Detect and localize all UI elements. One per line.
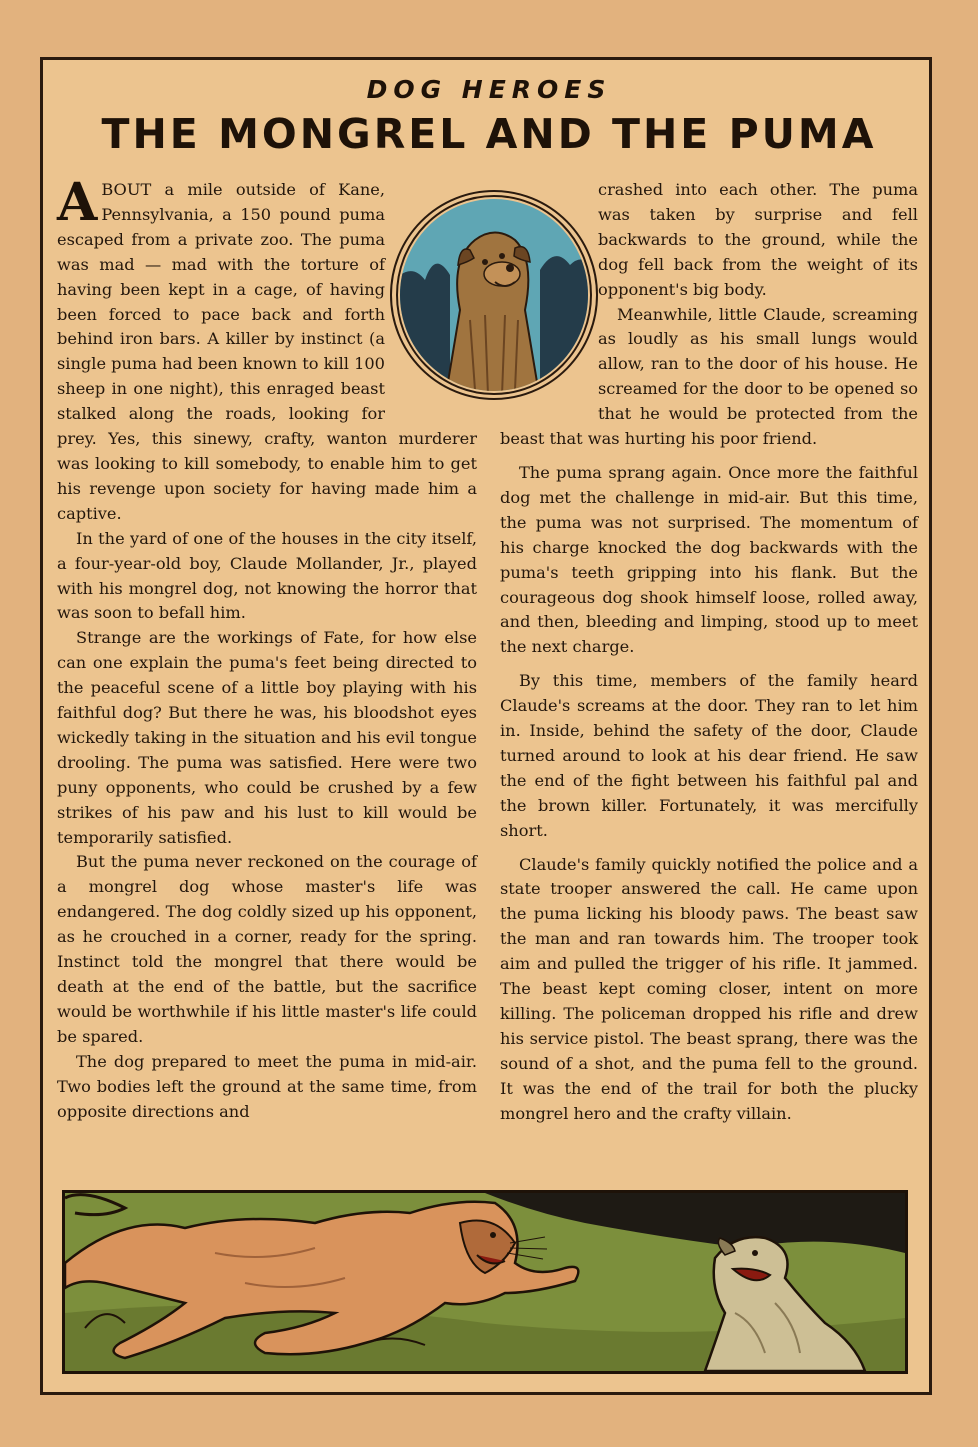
- page-title: THE MONGREL AND THE PUMA: [101, 110, 877, 158]
- fight-illustration-panel: [62, 1190, 908, 1374]
- dog-portrait-medallion: [390, 190, 598, 400]
- paragraph: The dog prepared to meet the puma in mid-air. Two bodies left the ground at the same time, from opposite directions and: [57, 1051, 477, 1121]
- paragraph: Claude's family quickly notified the police and a state trooper answered the call. He came upon the puma licking his bloody paws. The beast saw the man and ran towards him. The trooper took aim and pulled the trigger of his rifle. It jammed. The beast kept coming closer, intent on more killing. The policeman dropped his rifle and drew his service pistol. The beast sprang, there was the sound of a shot, and the puma fell to the ground. It was the end of the trail for both the plucky mongrel hero and the crafty villain.: [500, 854, 918, 1123]
- paragraph: But the puma never reckoned on the courage of a mongrel dog whose master's life was endangered. The dog coldly sized up his opponent, as he crouched in a corner, ready for the spring. Instinct told the mongrel that there would be death at the end of the battle, but the sacrifice would be worthwhile if his little master's life could be spared.: [57, 852, 477, 1046]
- paragraph: crashed into each other. The puma was taken by surprise and fell backwards to the ground, while the dog fell back from the weight of its opponent's big body.: [500, 178, 918, 303]
- puma-and-dog-illustration: [65, 1193, 905, 1371]
- paragraph: Meanwhile, little Claude, screaming as loudly as his small lungs would allow, ran to the door of his house. He screamed for the door to be opened so that he would be protected from the beast that was hurting his poor friend.: [500, 304, 918, 449]
- drop-cap: A: [57, 172, 98, 233]
- paragraph: By this time, members of the family heard Claude's screams at the door. They ran to let him in. Inside, behind the safety of the door, Claude turned around to look at his dear friend. He saw the end of the fight between his faithful pal and the brown killer. Fortunately, it was mercifully short.: [500, 671, 918, 840]
- paragraph: In the yard of one of the houses in the city itself, a four-year-old boy, Claude Mollander, Jr., played with his mongrel dog, not knowing the horror that was soon to befall him.: [57, 528, 477, 623]
- section-kicker: DOG HEROES: [366, 75, 612, 104]
- paragraph: The puma sprang again. Once more the faithful dog met the challenge in mid-air. But this time, the puma was not surprised. The momentum of his charge knocked the dog backwards with the puma's teeth gripping into his flank. But the courageous dog shook himself loose, rolled away, and then, bleeding and limping, stood up to meet the next charge.: [500, 462, 918, 657]
- paragraph: Strange are the workings of Fate, for how else can one explain the puma's feet being directed to the peaceful scene of a little boy playing with his faithful dog? But there he was, his bloodshot eyes wickedly taking in the situation and his evil tongue drooling. The puma was satisfied. Here were two puny opponents, who could be crushed by a few strikes of his paw and his lust to kill would be temporarily satisfied.: [57, 628, 477, 847]
- paragraph: ABOUT a mile outside of Kane, Pennsylvania, a 150 pound puma escaped from a private zoo. The puma was mad — mad with the torture of having been kept in a cage, of having been forced to pace back and forth behind iron bars. A killer by instinct (a single puma had been known to kill 100 sheep in one night), this enraged beast stalked along the roads, looking for prey. Yes, this sinewy, crafty, wanton murderer was looking to kill somebody, to enable him to get his revenge upon society for having made him a captive.: [57, 172, 477, 523]
